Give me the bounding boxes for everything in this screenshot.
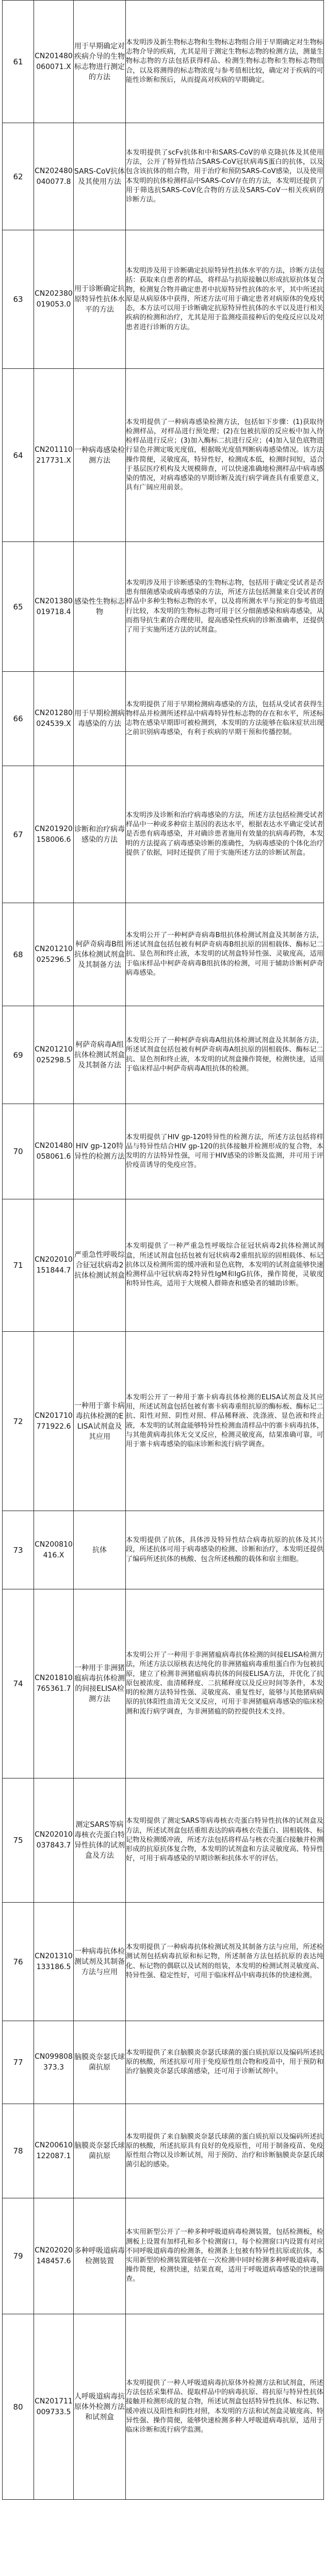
row-number: 66 [3, 672, 34, 766]
patent-abstract: 本发明公开了一种用于寨卡病毒抗体检测的ELISA试剂盒及其应用，所述试剂盒包括包被有寨卡病毒重组抗原的酶标板、酶标记二抗、阳性对照、阴性对照、样品稀释液、洗涤液、显色液和终止液，本发明的试剂盒能够特异性检测血清样品中的寨卡病毒抗体，与其他黄病毒抗体无交叉反应，检测灵敏度高，结果准确可靠，可用于寨卡病毒感染的临床诊断和流行病学调查。 [126, 1332, 324, 1511]
table-row [3, 903, 324, 1006]
patent-number: CN201380019718.4 [34, 542, 74, 672]
patent-abstract: 本实用新型公开了一种多种呼吸道病毒检测装置，包括检测板，检测板上设置有加样孔和多个检测窗口，每个检测窗口内设置有对应不同呼吸道病毒的检测条，检测条上包被有特异性抗原或抗体，本实用新型的检测装置能够在一次检测中同时检测多种呼吸道病毒，操作简便，检测快速，结果直观，适用于呼吸道病毒感染的快速筛查。 [126, 2198, 324, 2314]
patent-title: SARS-CoV抗体及其使用方法 [74, 123, 126, 230]
table-row [3, 1104, 324, 1199]
table-row [3, 1903, 324, 2021]
patent-abstract: 本发明公开了一种柯萨奇病毒A组抗体检测试剂盒及其制备方法，所述试剂盒包括包被有柯萨奇病毒A组抗原的固相载体、酶标记二抗、显色剂和终止液，本发明的试剂盒操作简便，检测快速，适用于临床样品中柯萨奇病毒A组抗体的检测。 [126, 1006, 324, 1104]
row-number: 62 [3, 123, 34, 230]
patent-title: 脑膜炎奈瑟氏球菌抗原 [74, 2104, 126, 2198]
patent-abstract: 本发明提供了一种人呼吸道病毒抗原体外检测方法和试剂盒，所述方法包括采集样品、提取样品中的病毒抗原、将抗原与特异性抗体接触并检测形成的复合物，所述试剂盒包括特异性抗体、标记物、缓冲液以及阳性和阴性对照，本发明的方法和试剂盒灵敏度高、特异性强、操作简便，能够快速检测多种人呼吸道病毒抗原，适用于临床诊断和流行病学监测。 [126, 2314, 324, 2500]
patent-number: CN201210025296.5 [34, 903, 74, 1006]
patent-number: CN202380019053.0 [34, 230, 74, 369]
patent-number: CN201280024539.X [34, 672, 74, 766]
table-row [3, 1199, 324, 1332]
patent-abstract: 本发明提供了测定SARS等病毒核衣壳蛋白特异性抗体的试剂盒及方法，所述试剂盒包括重组表达的病毒核衣壳蛋白、固相载体、标记物及检测缓冲液，所述方法包括将样品与核衣壳蛋白接触并检测形成的抗原抗体复合物，本发明的试剂盒和方法灵敏度高、特异性好，可用于病毒感染的早期诊断和抗体水平的评估。 [126, 1778, 324, 1903]
patent-number: CN201310133186.5 [34, 1903, 74, 2021]
patent-title: 用于早期检测病毒感染的方法 [74, 672, 126, 766]
patent-number: CN201210025298.5 [34, 1006, 74, 1104]
patent-title: 一种病毒抗体检测试剂及其制备方法与应用 [74, 1903, 126, 2021]
row-number: 78 [3, 2104, 34, 2198]
row-number: 68 [3, 903, 34, 1006]
patent-abstract: 本发明涉及用于诊断感染的生物标志物，包括用于确定受试者是否患有细菌感染或病毒感染的方法，所述方法包括测量来自受试者的样品中多种生物标志物的水平，以及将所测水平与预定的参考值进行比较，本发明的生物标志物可用于区分细菌感染和病毒感染，从而指导抗生素的合理使用，提高感染性疾病的诊断准确率，还提供了用于实施所述方法的试剂盒。 [126, 542, 324, 672]
patent-number: CN201711009733.5 [34, 2314, 74, 2500]
patent-abstract: 本发明提供了来自脑膜炎奈瑟氏球菌的蛋白质抗原以及编码所述抗原的核酸，所述抗原具有良好的免疫原性，可用于制备疫苗、免疫原性组合物以及诊断试剂，用于预防、治疗和诊断脑膜炎奈瑟氏球菌引起的感染。 [126, 2104, 324, 2198]
patent-number: CN201110217731.X [34, 369, 74, 542]
table-row [3, 1511, 324, 1589]
patent-title: 测定SARS等病毒核衣壳蛋白特异性抗体的试剂盒及方法 [74, 1778, 126, 1903]
row-number: 73 [3, 1511, 34, 1589]
table-row [3, 2021, 324, 2104]
table-row [3, 1332, 324, 1511]
patent-abstract: 本发明提供了抗体，具体涉及特异性结合病毒抗原的抗体及其片段，所述抗体可用于病毒感染的检测、诊断和治疗，本发明还提供了编码所述抗体的核酸、包含所述核酸的载体和宿主细胞。 [126, 1511, 324, 1589]
patent-abstract: 本发明涉及诊断和治疗病毒感染的方法，所述方法包括检测受试者样品中一种或多种宿主基因的表达水平，根据表达水平确定受试者是否患有病毒感染，并对确诊患者施用有效量的抗病毒药物，本发明的方法提高了病毒感染诊断的准确性，为病毒感染的个体化治疗提供了依据，同时还提供了用于实施所述方法的诊断试剂盒。 [126, 766, 324, 903]
patent-title: 脑膜炎奈瑟氏球菌抗原 [74, 2021, 126, 2104]
patent-number: CN202480040077.8 [34, 123, 74, 230]
row-number: 70 [3, 1104, 34, 1199]
row-number: 63 [3, 230, 34, 369]
patent-number: CN201710771922.6 [34, 1332, 74, 1511]
patent-title: 柯萨奇病毒A组抗体检测试剂盒及其制备方法 [74, 1006, 126, 1104]
row-number: 80 [3, 2314, 34, 2500]
table-row [3, 1778, 324, 1903]
row-number: 69 [3, 1006, 34, 1104]
table-row [3, 230, 324, 369]
patent-number: CN200610122087.1 [34, 2104, 74, 2198]
table-row [3, 2314, 324, 2500]
patent-abstract: 本发明公开了一种用于非洲猪瘟病毒抗体检测的间接ELISA检测方法，所述方法以原核表达纯化的非洲猪瘟病毒重组蛋白作为包被抗原，建立了检测非洲猪瘟病毒抗体的间接ELISA方法，并优化了抗原包被浓度、血清稀释度、二抗稀释度以及反应时间等条件，本发明的检测方法特异性强、灵敏度高、重复性好，能够与其他猪病病原的抗体阳性血清无交叉反应，可用于非洲猪瘟病毒感染的临床检测和流行病学调查，为非洲猪瘟的防控提供技术支持。 [126, 1589, 324, 1778]
row-number: 72 [3, 1332, 34, 1511]
table-row [3, 672, 324, 766]
patent-title: 诊断和治疗病毒感染的方法 [74, 766, 126, 903]
patent-number: CN201480060071.X [34, 1, 74, 123]
row-number: 76 [3, 1903, 34, 2021]
patent-number: CN099808373.3 [34, 2021, 74, 2104]
row-number: 77 [3, 2021, 34, 2104]
patent-title: 多种呼吸道病毒检测装置 [74, 2198, 126, 2314]
table-row [3, 1, 324, 123]
row-number: 67 [3, 766, 34, 903]
patent-abstract: 本发明涉及新生物标志物和生物标志物组合用于早期确定对生物标志物介导的疾病，尤其是用于测定生物标志物的检测方法，测量生物标志物的方法包括获得样品、检测生物标志物和生物标志物组合，以及将测得的标志物浓度与参考值相比较，确定对于疾病的可能性诊断和预后，从而提高对疾病的早期确定。 [126, 1, 324, 123]
patent-title: 感染性生物标志物 [74, 542, 126, 672]
patent-abstract: 本发明提供了HIV gp-120特异性的检测方法，所述方法包括将样品与特异性结合HIV gp-120的抗体接触并检测形成的复合物，本发明的方法特异性强，可用于HIV感染的诊断及监测，并可用于评价疫苗诱导的免疫应答。 [126, 1104, 324, 1199]
patent-abstract: 本发明公开了一种柯萨奇病毒B组抗体检测试剂盒及其制备方法，所述试剂盒包括包被有柯萨奇病毒B组抗原的固相载体、酶标记二抗、显色剂和终止液，本发明的试剂盒特异性强、灵敏度高，适用于临床样品中柯萨奇病毒B组抗体的检测，可用于辅助诊断柯萨奇病毒感染。 [126, 903, 324, 1006]
patent-title: 一种病毒感染检测方法 [74, 369, 126, 542]
patent-abstract: 本发明提供了一种严重急性呼吸综合征冠状病毒2抗体检测试剂盒，所述试剂盒包括包被有冠状病毒2重组抗原的固相载体、标记抗体以及检测所需的缓冲液和显色底物，本发明的试剂盒能够快速检测样品中冠状病毒2特异性IgM和IgG抗体，操作简便，灵敏度和特异性高，适用于大规模人群筛查和感染者的辅助诊断。 [126, 1199, 324, 1332]
table-row [3, 542, 324, 672]
patent-title: 抗体 [74, 1511, 126, 1589]
patent-title: 一种用于非洲猪瘟病毒抗体检测的间接ELISA检测方法 [74, 1589, 126, 1778]
patent-title: 用于诊断确定抗原特异性抗体水平的方法 [74, 230, 126, 369]
table-row [3, 2198, 324, 2314]
row-number: 74 [3, 1589, 34, 1778]
table-row [3, 766, 324, 903]
patent-title: 一种用于寨卡病毒抗体检测的ELISA试剂盒及其应用 [74, 1332, 126, 1511]
patent-number: CN202020148457.6 [34, 2198, 74, 2314]
row-number: 79 [3, 2198, 34, 2314]
table-row [3, 123, 324, 230]
table-row [3, 1006, 324, 1104]
patent-abstract: 本发明提供了来自脑膜炎奈瑟氏球菌的蛋白质抗原以及编码所述抗原的核酸，所述抗原可用于免疫原性组合物和疫苗中，用于预防和治疗脑膜炎奈瑟氏球菌感染，还可用于诊断试剂中。 [126, 2021, 324, 2104]
patent-table [2, 0, 324, 2500]
patent-abstract: 本发明提供了scFv抗体和中和SARS-CoV的单克隆抗体及其使用方法，公开了特异性结合SARS-CoV冠状病毒S蛋白的抗体，以及包含该抗体的组合物，用于治疗和预防SARS-CoV感染，以及使用本发明的抗体检测样品中SARS-CoV存在的方法，本发明还提供了用于筛选抗SARS-CoV化合物的方法及SARS-CoV一相关疾病的诊断方法。 [126, 123, 324, 230]
patent-table-body [3, 1, 324, 2500]
row-number: 64 [3, 369, 34, 542]
table-row [3, 369, 324, 542]
row-number: 75 [3, 1778, 34, 1903]
patent-number: CN201920158006.6 [34, 766, 74, 903]
patent-title: 严重急性呼吸综合征冠状病毒2抗体检测试剂盒 [74, 1199, 126, 1332]
row-number: 71 [3, 1199, 34, 1332]
patent-abstract: 本发明提供了一种病毒感染检测方法，包括如下步骤：(1)获取待检测样品，对样品进行预处理；(2)在包被抗原的反应板中加入待检样品进行反应；(3)加入酶标二抗进行反应；(4)加入显色底物进行显色并测定吸光度值，根据吸光度值判断病毒感染情况。该方法操作简便，灵敏度高，特异性好，检测成本低，检测时间短，适合于基层医疗机构及大规模筛查，可以快速准确地检测样品中病毒感染的情况，对病毒感染的早期诊断及流行病学调查具有重要意义，具有广阔应用前景。 [126, 369, 324, 542]
patent-number: CN202010151844.7 [34, 1199, 74, 1332]
row-number: 65 [3, 542, 34, 672]
patent-title: 人呼吸道病毒抗原体外检测方法和试剂盒 [74, 2314, 126, 2500]
patent-title: 柯萨奇病毒B组抗体检测试剂盒及其制备方法 [74, 903, 126, 1006]
table-row [3, 1589, 324, 1778]
row-number: 61 [3, 1, 34, 123]
patent-number: CN201480058061.6 [34, 1104, 74, 1199]
patent-abstract: 本发明涉及用于诊断确定抗原特异性抗体水平的方法，诊断方法包括：获取来自患者的样品，将样品与抗原接触以形成抗原抗体复合物，检测复合物并确定患者中抗原特异性抗体的水平，其中所述抗原是从病原体中获得，所述方法可用于确定患者对病原体的免疫状态，本方法可以用于诊断确定抗原特异性抗体的水平以及进行相关疾病的检测和治疗，尤其是用于监测疫苗接种后的免疫反应以及对患者进行诊断的方法。 [126, 230, 324, 369]
patent-abstract: 本发明提供了一种病毒抗体检测试剂及其制备方法与应用，所述检测试剂包括病毒抗原和标记物，所述制备方法包括抗原的表达纯化、标记物的偶联以及试剂的组装，本发明的检测试剂灵敏度高、特异性强、稳定性好，可用于临床样品中病毒抗体的快速检测。 [126, 1903, 324, 2021]
table-row [3, 2104, 324, 2198]
patent-title: HIV gp-120特异性的检测方法 [74, 1104, 126, 1199]
patent-title: 用于早期确定对疾病介导的生物标志物进行测定的方法 [74, 1, 126, 123]
patent-abstract: 本发明提供了用于早期检测病毒感染的方法，包括从受试者获得生物样品并检测所述样品中病毒特异性标志物的存在和水平，所述标志物在感染早期即可被检测到，本发明的方法能够在临床症状出现之前识别病毒感染，有利于疾病的早期干预和传播控制。 [126, 672, 324, 766]
patent-number: CN202010037843.7 [34, 1778, 74, 1903]
patent-number: CN201810765361.7 [34, 1589, 74, 1778]
patent-number: CN200810416.X [34, 1511, 74, 1589]
